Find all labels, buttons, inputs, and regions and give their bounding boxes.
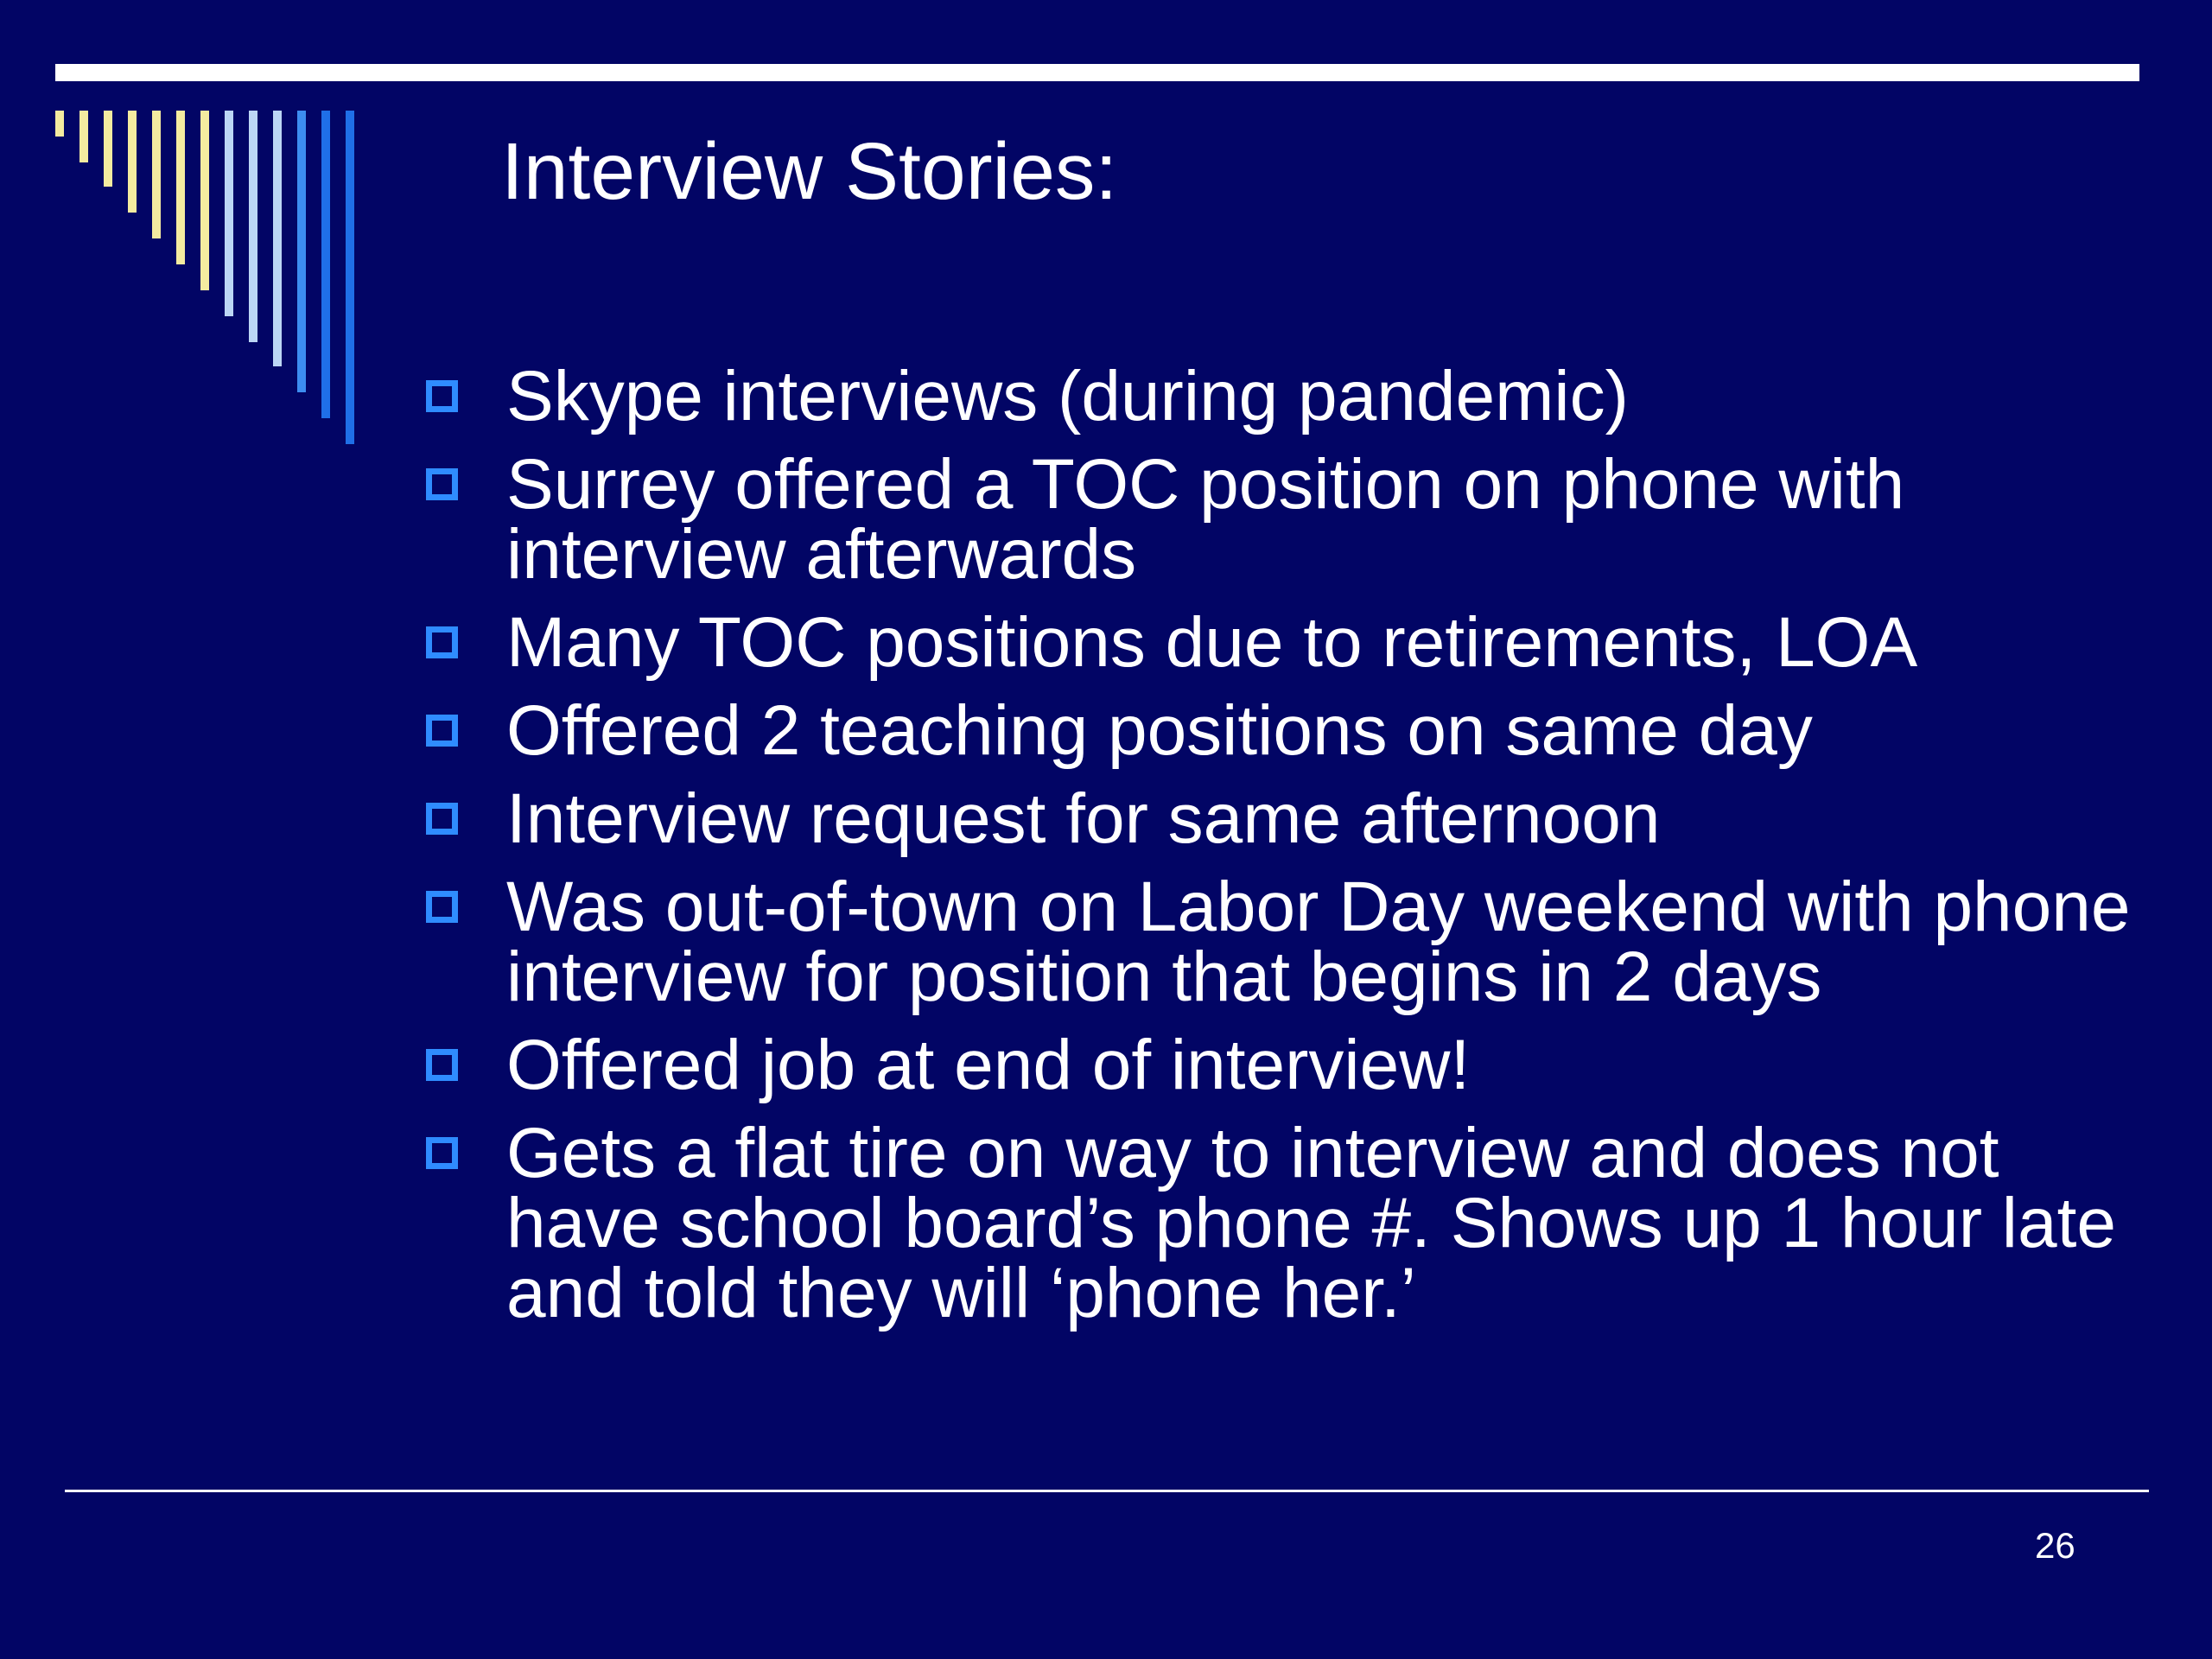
list-item xyxy=(423,357,2160,435)
stripe xyxy=(346,111,354,444)
list-item xyxy=(423,445,2160,594)
stripe xyxy=(79,111,88,162)
bullet-text: Many TOC positions due to retirements, LOA xyxy=(506,603,1918,682)
stripe xyxy=(200,111,209,290)
list-item xyxy=(423,691,2160,770)
list-item xyxy=(423,1114,2160,1332)
bullet-text: Was out-of-town on Labor Day weekend with phone interview for position that begins in 2 days xyxy=(506,868,2131,1016)
list-item xyxy=(423,779,2160,858)
stripe xyxy=(273,111,282,366)
stripe xyxy=(128,111,137,213)
top-rule xyxy=(55,64,2139,81)
list-item xyxy=(423,603,2160,682)
slide-title: Interview Stories: xyxy=(501,126,1118,216)
page-number: 26 xyxy=(2035,1525,2075,1566)
square-bullet-icon xyxy=(426,468,458,500)
stripe xyxy=(321,111,330,418)
decorative-stripes xyxy=(55,111,366,456)
bottom-rule xyxy=(65,1490,2149,1492)
bullet-list xyxy=(423,357,2160,1346)
square-bullet-icon xyxy=(426,1049,458,1081)
square-bullet-icon xyxy=(426,380,458,412)
square-bullet-icon xyxy=(426,626,458,658)
stripe xyxy=(55,111,64,137)
stripe xyxy=(152,111,161,238)
stripe xyxy=(249,111,257,342)
list-item xyxy=(423,868,2160,1016)
stripe xyxy=(297,111,306,392)
bullet-text: Surrey offered a TOC position on phone with interview afterwards xyxy=(506,445,1905,594)
bullet-text: Offered job at end of interview! xyxy=(506,1026,1471,1104)
bullet-text: Offered 2 teaching positions on same day xyxy=(506,691,1813,770)
bullet-text: Skype interviews (during pandemic) xyxy=(506,357,1629,435)
square-bullet-icon xyxy=(426,715,458,747)
bullet-text: Interview request for same afternoon xyxy=(506,779,1661,858)
bullet-text: Gets a flat tire on way to interview and does not have school board’s phone #. Shows up 1 hour late and told they will ‘phone her.’ xyxy=(506,1114,2117,1332)
stripe xyxy=(225,111,233,316)
list-item xyxy=(423,1026,2160,1104)
square-bullet-icon xyxy=(426,1137,458,1169)
square-bullet-icon xyxy=(426,891,458,923)
stripe xyxy=(104,111,112,187)
square-bullet-icon xyxy=(426,803,458,835)
stripe xyxy=(176,111,185,264)
